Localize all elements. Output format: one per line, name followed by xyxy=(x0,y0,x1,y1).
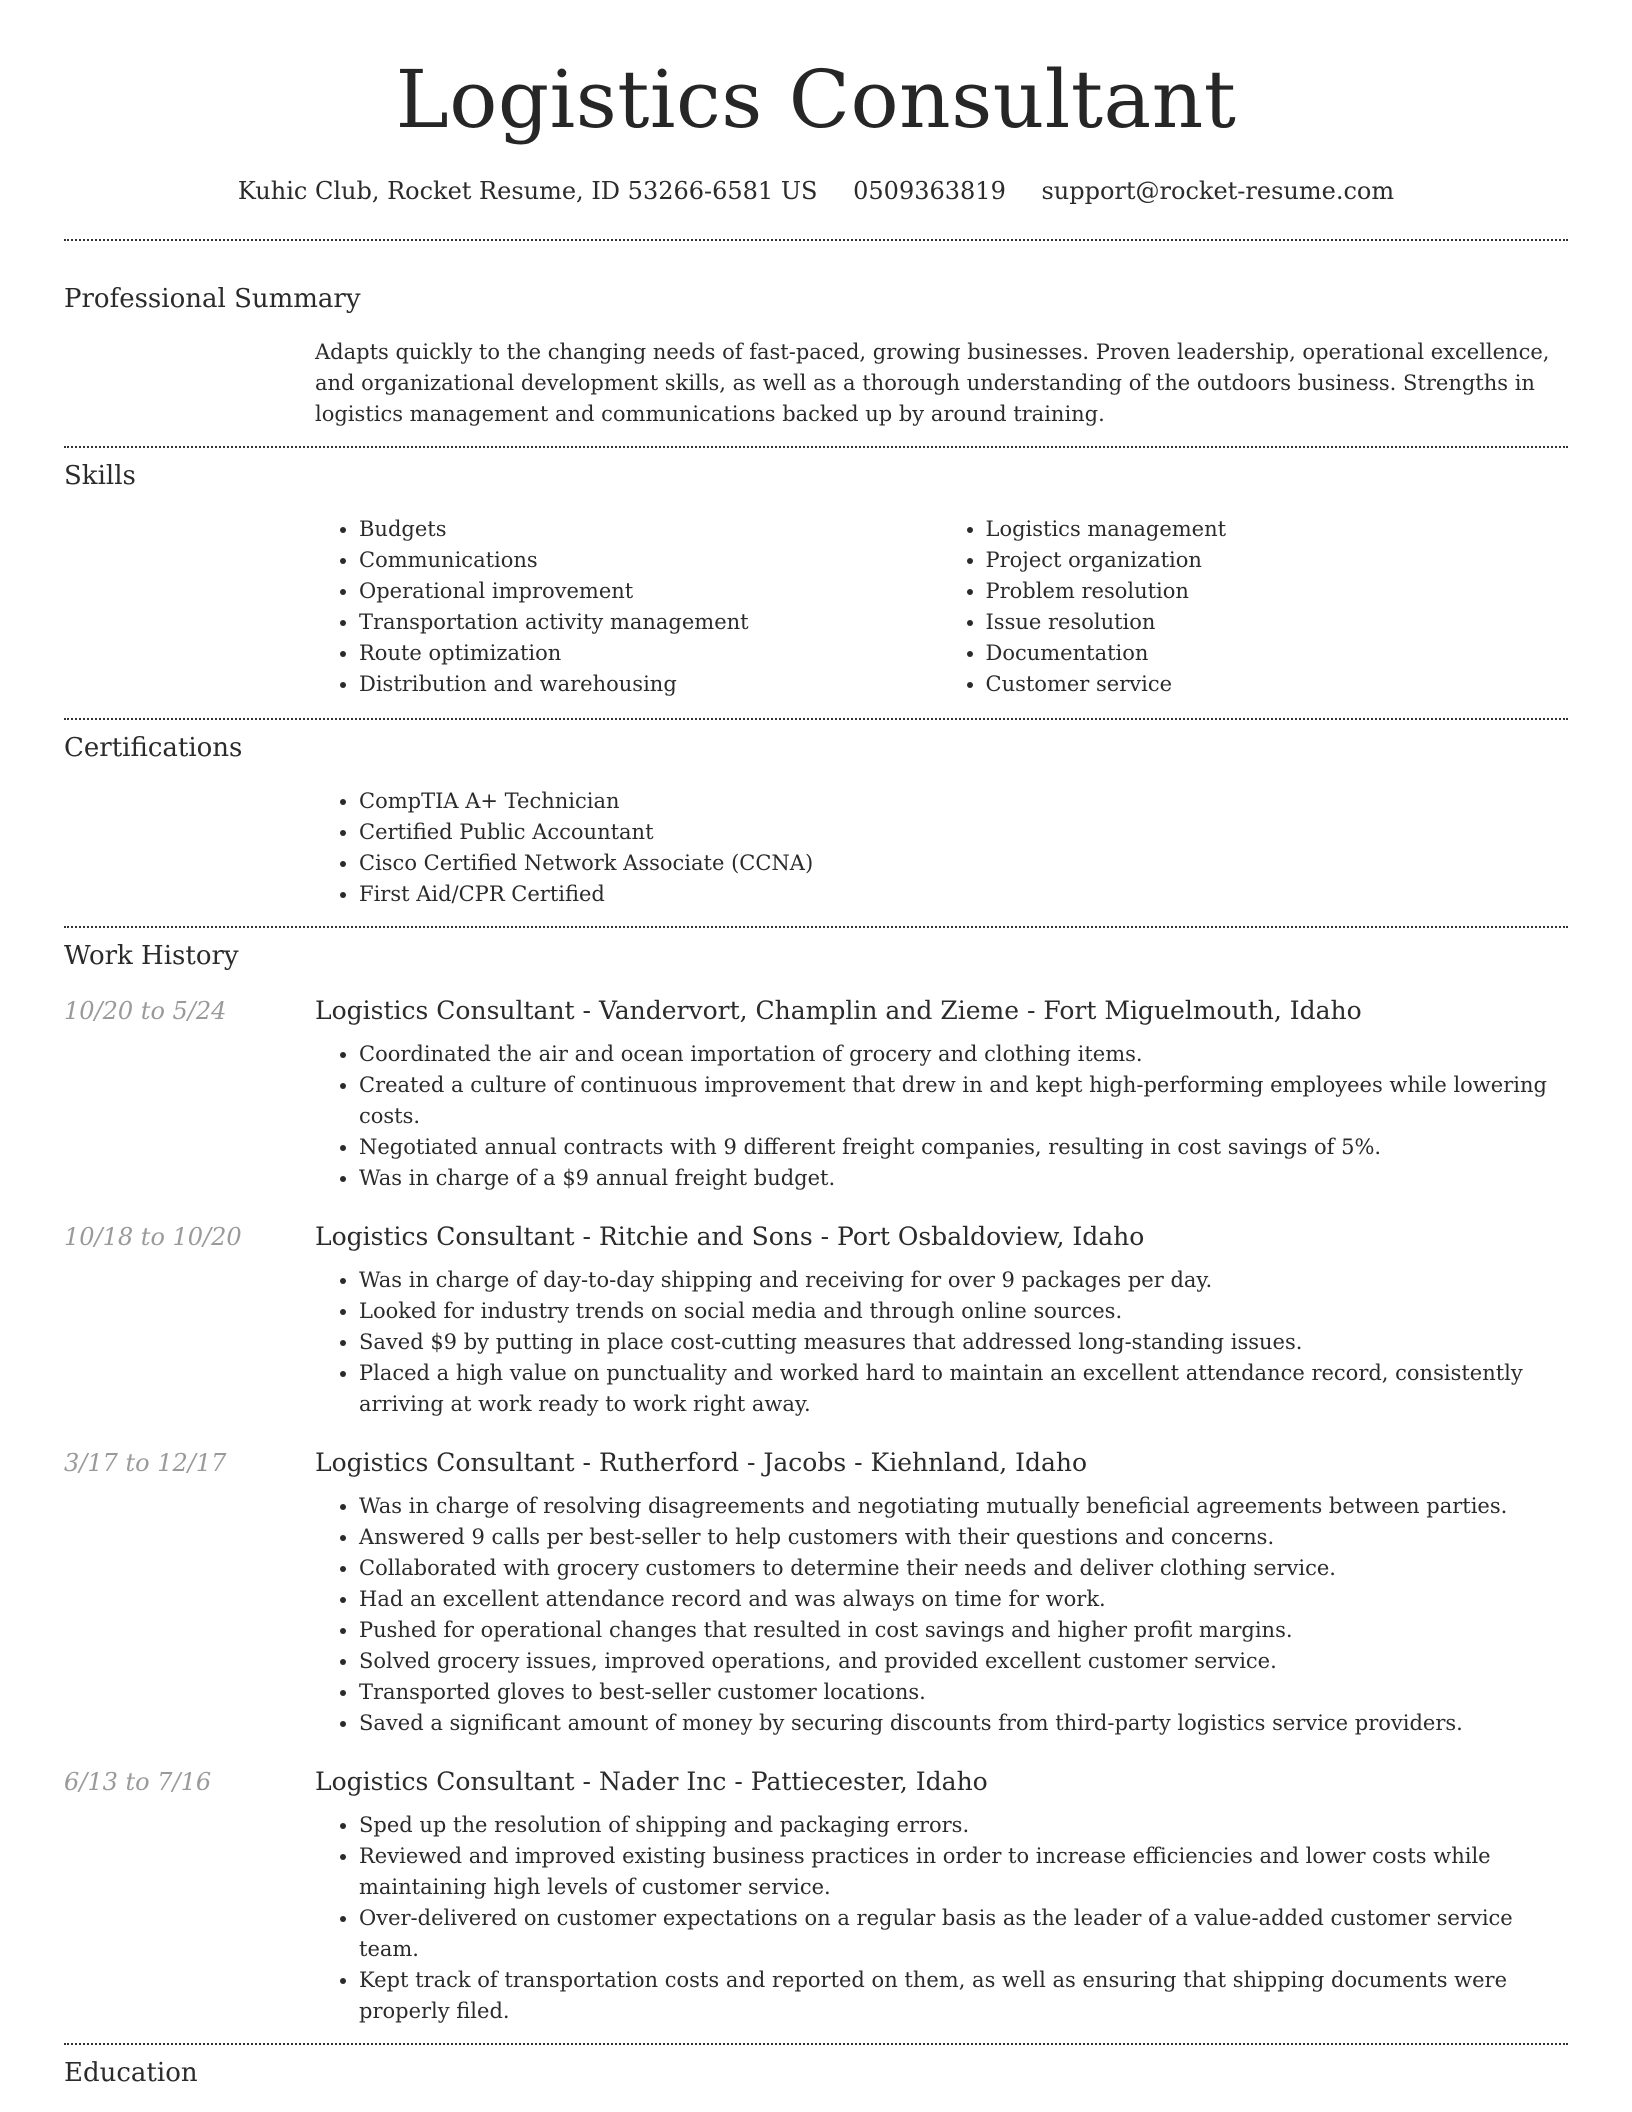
certification-item: • Certified Public Accountant xyxy=(359,817,1568,848)
job-title: Logistics Consultant - Rutherford - Jacobs - Kiehnland, Idaho xyxy=(315,1448,1088,1477)
job-bullet: • Was in charge of resolving disagreements and negotiating mutually beneficial agreements between parties. xyxy=(359,1491,1568,1522)
skill-item: • Transportation activity management xyxy=(359,607,942,638)
job-bullet: • Saved a significant amount of money by securing discounts from third-party logistics service providers. xyxy=(359,1708,1568,1739)
job-title: Logistics Consultant - Nader Inc - Pattiecester, Idaho xyxy=(315,1767,988,1796)
job-bullet: • Solved grocery issues, improved operations, and provided excellent customer service. xyxy=(359,1646,1568,1677)
job-dates: 3/17 to 12/17 xyxy=(64,1449,227,1477)
skill-item: • Documentation xyxy=(986,638,1569,669)
job-entry xyxy=(64,1448,1568,1739)
job-bullet: • Looked for industry trends on social media and through online sources. xyxy=(359,1296,1568,1327)
contact-address: Kuhic Club, Rocket Resume, ID 53266-6581 US xyxy=(237,177,818,205)
job-bullet: • Had an excellent attendance record and was always on time for work. xyxy=(359,1584,1568,1615)
resume-page xyxy=(64,0,1568,2089)
job-bullet: • Saved $9 by putting in place cost-cutting measures that addressed long-standing issues. xyxy=(359,1327,1568,1358)
skill-item: • Operational improvement xyxy=(359,576,942,607)
contact-phone: 0509363819 xyxy=(853,177,1006,205)
job-bullet: • Coordinated the air and ocean importation of grocery and clothing items. xyxy=(359,1039,1568,1070)
section-divider xyxy=(64,718,1568,720)
job-bullet: • Sped up the resolution of shipping and packaging errors. xyxy=(359,1810,1568,1841)
job-entry xyxy=(64,996,1568,1194)
skill-item: • Project organization xyxy=(986,545,1569,576)
certification-item: • Cisco Certified Network Associate (CCNA) xyxy=(359,848,1568,879)
job-bullet: • Was in charge of day-to-day shipping and receiving for over 9 packages per day. xyxy=(359,1265,1568,1296)
skill-item: • Route optimization xyxy=(359,638,942,669)
skills-column-right xyxy=(942,514,1569,700)
contact-line xyxy=(64,176,1568,206)
job-title: Logistics Consultant - Vandervort, Champlin and Zieme - Fort Miguelmouth, Idaho xyxy=(315,996,1362,1025)
job-dates: 10/18 to 10/20 xyxy=(64,1223,242,1251)
work-history-heading: Work History xyxy=(64,941,239,971)
job-bullet: • Negotiated annual contracts with 9 different freight companies, resulting in cost savings of 5%. xyxy=(359,1132,1568,1163)
certifications-list xyxy=(315,786,1568,910)
certification-item: • First Aid/CPR Certified xyxy=(359,879,1568,910)
job-bullet: • Placed a high value on punctuality and worked hard to maintain an excellent attendance record, consistently arriving at work ready to work right away. xyxy=(359,1358,1568,1420)
section-divider xyxy=(64,446,1568,448)
job-title: Logistics Consultant - Ritchie and Sons - Port Osbaldoview, Idaho xyxy=(315,1222,1145,1251)
job-dates: 10/20 to 5/24 xyxy=(64,997,227,1025)
skills-heading: Skills xyxy=(64,461,136,491)
certification-item: • CompTIA A+ Technician xyxy=(359,786,1568,817)
certifications-heading: Certifications xyxy=(64,733,243,763)
job-bullet: • Reviewed and improved existing business practices in order to increase efficiencies and lower costs while maintaining high levels of customer service. xyxy=(359,1841,1568,1903)
resume-name: Logistics Consultant xyxy=(395,53,1237,146)
skill-item: • Customer service xyxy=(986,669,1569,700)
summary-text: Adapts quickly to the changing needs of fast-paced, growing businesses. Proven leadership, operational excellence, and organizational development skills, as well as a thorough understanding of the outdoors business. Strengths in logistics management and communications backed up by around training. xyxy=(315,340,1550,426)
skills-list xyxy=(315,514,1568,700)
skill-item: • Issue resolution xyxy=(986,607,1569,638)
section-divider xyxy=(64,239,1568,241)
education-heading: Education xyxy=(64,2058,198,2088)
section-divider xyxy=(64,926,1568,928)
job-bullet: • Pushed for operational changes that resulted in cost savings and higher profit margins. xyxy=(359,1615,1568,1646)
contact-email: support@rocket-resume.com xyxy=(1041,177,1395,205)
job-bullet: • Kept track of transportation costs and reported on them, as well as ensuring that shipping documents were properly filed. xyxy=(359,1965,1568,2027)
job-bullet: • Collaborated with grocery customers to determine their needs and deliver clothing service. xyxy=(359,1553,1568,1584)
job-bullet: • Transported gloves to best-seller customer locations. xyxy=(359,1677,1568,1708)
skill-item: • Logistics management xyxy=(986,514,1569,545)
skill-item: • Distribution and warehousing xyxy=(359,669,942,700)
job-bullet: • Was in charge of a $9 annual freight budget. xyxy=(359,1163,1568,1194)
skill-item: • Communications xyxy=(359,545,942,576)
job-bullet: • Over-delivered on customer expectations on a regular basis as the leader of a value-added customer service team. xyxy=(359,1903,1568,1965)
job-bullet: • Answered 9 calls per best-seller to help customers with their questions and concerns. xyxy=(359,1522,1568,1553)
summary-heading: Professional Summary xyxy=(64,284,361,314)
job-dates: 6/13 to 7/16 xyxy=(64,1768,212,1796)
section-divider xyxy=(64,2043,1568,2045)
job-bullet: • Created a culture of continuous improvement that drew in and kept high-performing employees while lowering costs. xyxy=(359,1070,1568,1132)
job-entry xyxy=(64,1222,1568,1420)
skill-item: • Budgets xyxy=(359,514,942,545)
job-entry xyxy=(64,1767,1568,2027)
skill-item: • Problem resolution xyxy=(986,576,1569,607)
skills-column-left xyxy=(315,514,942,700)
